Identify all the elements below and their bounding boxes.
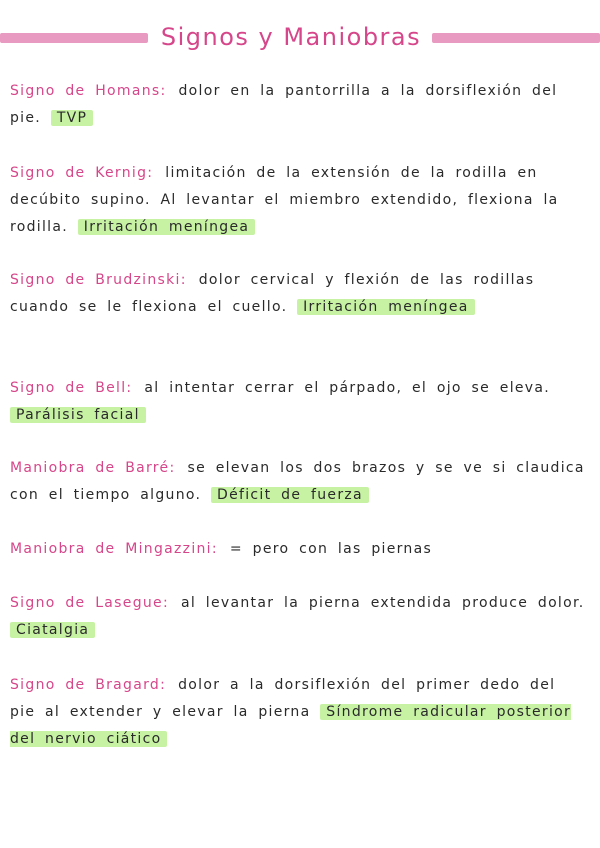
entry-highlight: Síndrome radicular posterior del nervio ciático xyxy=(10,704,572,747)
entry-highlight: Irritación meníngea xyxy=(297,299,475,315)
entry-term: Signo de Homans: xyxy=(10,83,167,99)
entry-description: = pero con las piernas xyxy=(229,541,433,557)
entry-description: dolor a la dorsiflexión del primer dedo del pie al extender y elevar la pierna xyxy=(10,677,556,720)
entry-description: dolor en la pantorrilla a la dorsiflexión del pie. xyxy=(10,83,558,126)
entry-term: Signo de Brudzinski: xyxy=(10,272,187,288)
title-decor-bar-left xyxy=(0,33,148,43)
entry-term: Maniobra de Mingazzini: xyxy=(10,541,218,557)
entry-homans xyxy=(10,78,590,132)
title-decor-bar-right xyxy=(432,33,600,43)
entry-mingazzini xyxy=(10,536,590,563)
entry-description: dolor cervical y flexión de las rodillas cuando se le flexiona el cuello. xyxy=(10,272,535,315)
entry-description: al levantar la pierna extendida produce dolor. xyxy=(180,595,585,611)
entry-lasegue xyxy=(10,590,590,644)
entry-term: Signo de Kernig: xyxy=(10,165,154,181)
entry-highlight: Parálisis facial xyxy=(10,407,146,423)
entry-highlight: Déficit de fuerza xyxy=(211,487,369,503)
entry-highlight: TVP xyxy=(51,110,93,126)
entry-barre xyxy=(10,455,590,509)
title-header xyxy=(0,22,600,54)
page-title: Signos y Maniobras xyxy=(160,23,422,51)
entry-description: limitación de la extensión de la rodilla en decúbito supino. Al levantar el miembro extendido, flexiona la rodilla. xyxy=(10,165,559,235)
entry-highlight: Ciatalgia xyxy=(10,622,95,638)
entry-highlight: Irritación meníngea xyxy=(78,219,256,235)
entry-brudzinski xyxy=(10,267,590,321)
entry-term: Signo de Bell: xyxy=(10,380,133,396)
entry-description: al intentar cerrar el párpado, el ojo se eleva. xyxy=(144,380,551,396)
entry-description: se elevan los dos brazos y se ve si claudica con el tiempo alguno. xyxy=(10,460,585,503)
entry-kernig xyxy=(10,160,590,241)
entry-term: Signo de Lasegue: xyxy=(10,595,169,611)
entry-bragard xyxy=(10,672,590,753)
entry-term: Maniobra de Barré: xyxy=(10,460,176,476)
entry-term: Signo de Bragard: xyxy=(10,677,167,693)
entry-bell xyxy=(10,375,590,429)
